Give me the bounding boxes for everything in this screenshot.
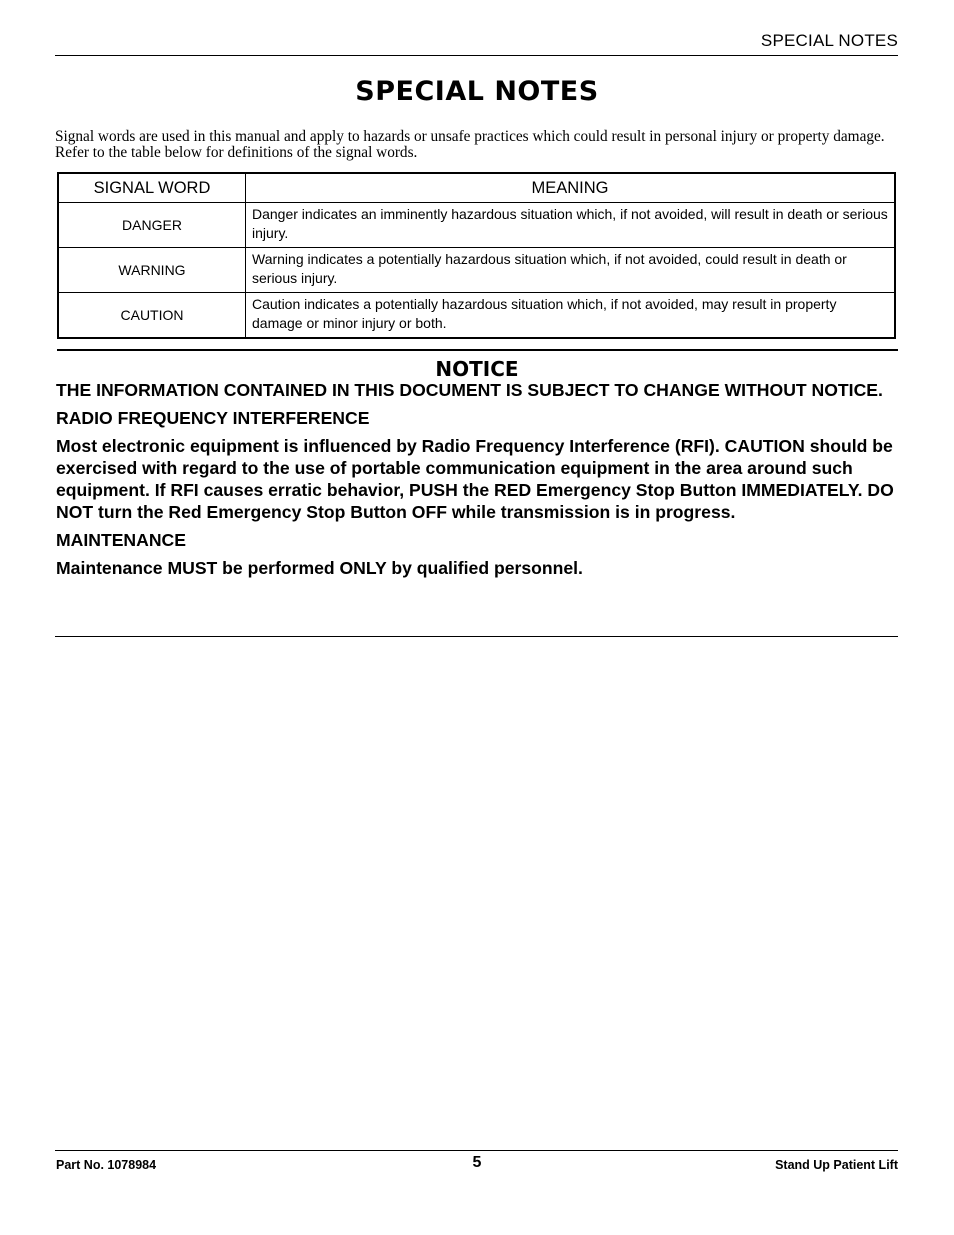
notice-top-rule — [57, 349, 898, 351]
column-header-meaning: MEANING — [246, 173, 896, 203]
meaning-danger: Danger indicates an imminently hazardous situation which, if not avoided, will result in death or serious injury. — [246, 203, 896, 248]
table-row — [58, 248, 895, 293]
notice-info: THE INFORMATION CONTAINED IN THIS DOCUMENT IS SUBJECT TO CHANGE WITHOUT NOTICE. — [56, 380, 883, 400]
page-title: SPECIAL NOTES — [355, 76, 599, 107]
footer-product-name: Stand Up Patient Lift — [775, 1158, 898, 1172]
running-header: SPECIAL NOTES — [760, 31, 898, 50]
table-row — [58, 203, 895, 248]
maintenance-heading: MAINTENANCE — [56, 530, 186, 550]
table-header-row — [58, 173, 895, 203]
rfi-heading: RADIO FREQUENCY INTERFERENCE — [56, 408, 370, 428]
table-row — [58, 293, 895, 339]
footer-page-number: 5 — [472, 1154, 482, 1171]
signal-word-caution: CAUTION — [58, 293, 246, 339]
footer-rule — [55, 1150, 898, 1151]
notice-body — [56, 379, 901, 585]
intro-paragraph: Signal words are used in this manual and apply to hazards or unsafe practices which could result in personal injury or property damage. Refer to the table below for definitions of the signal words. — [55, 128, 885, 161]
header-rule — [55, 55, 898, 56]
signal-word-table — [57, 172, 896, 339]
signal-word-danger: DANGER — [58, 203, 246, 248]
footer-part-number: Part No. 1078984 — [56, 1158, 157, 1172]
meaning-caution: Caution indicates a potentially hazardous situation which, if not avoided, may result in property damage or minor injury or both. — [246, 293, 896, 339]
notice-bottom-rule — [55, 636, 898, 637]
column-header-signal-word: SIGNAL WORD — [58, 173, 246, 203]
meaning-warning: Warning indicates a potentially hazardous situation which, if not avoided, could result in death or serious injury. — [246, 248, 896, 293]
maintenance-body: Maintenance MUST be performed ONLY by qualified personnel. — [56, 558, 583, 578]
signal-word-warning: WARNING — [58, 248, 246, 293]
rfi-body: Most electronic equipment is influenced by Radio Frequency Interference (RFI). CAUTION should be exercised with regard to the use of portable communication equipment in the area around such equipment. If RFI causes erratic behavior, PUSH the RED Emergency Stop Button IMMEDIATELY. DO NOT turn the Red Emergency Stop Button OFF while transmission is in progress. — [56, 436, 894, 522]
notice-title: NOTICE — [435, 357, 519, 381]
